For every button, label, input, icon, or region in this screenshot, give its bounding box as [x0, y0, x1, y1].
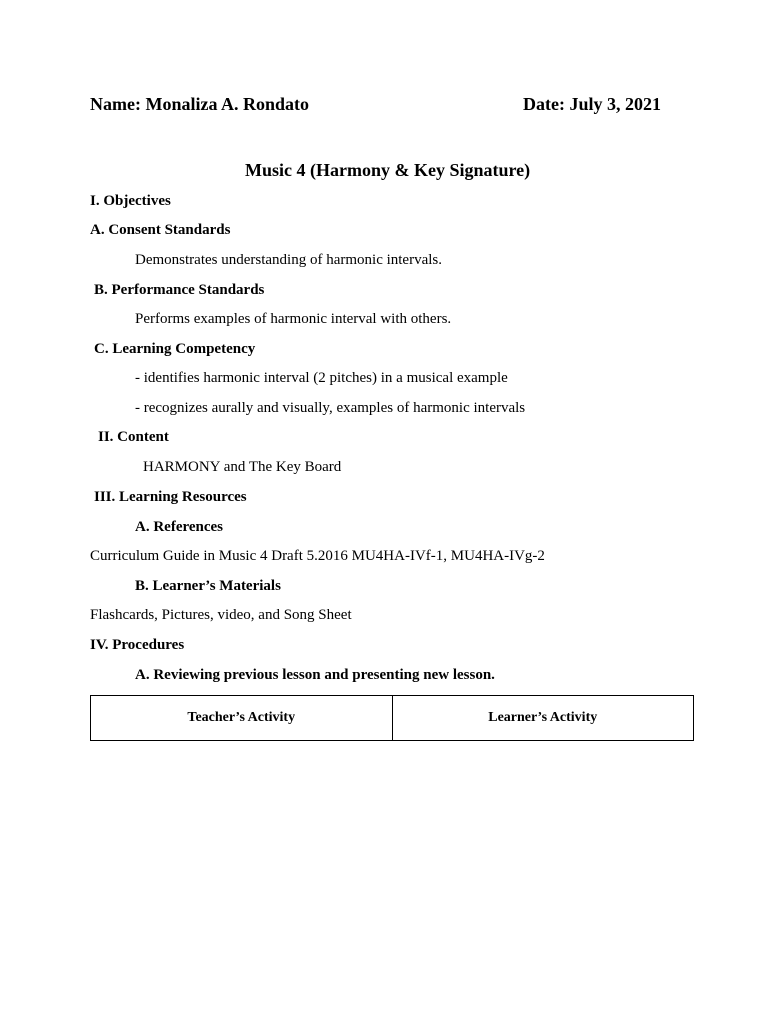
- performance-standards-text: Performs examples of harmonic interval with others.: [135, 311, 452, 327]
- procedure-step-a: A. Reviewing previous lesson and presenting new lesson.: [135, 667, 495, 683]
- student-name: Name: Monaliza A. Rondato: [90, 94, 309, 114]
- activity-table: [90, 695, 694, 741]
- learners-materials-heading: B. Learner’s Materials: [135, 578, 281, 594]
- teacher-activity-header: Teacher’s Activity: [91, 696, 393, 741]
- learning-competency-heading: C. Learning Competency: [94, 341, 256, 357]
- learner-activity-header: Learner’s Activity: [392, 696, 694, 741]
- references-heading: A. References: [135, 519, 224, 535]
- content-text: HARMONY and The Key Board: [143, 459, 342, 475]
- competency-item: - identifies harmonic interval (2 pitches) in a musical example: [135, 370, 508, 386]
- performance-standards-heading: B. Performance Standards: [94, 282, 265, 298]
- content-heading: II. Content: [98, 429, 169, 445]
- competency-item: - recognizes aurally and visually, examples of harmonic intervals: [135, 400, 526, 416]
- learners-materials-text: Flashcards, Pictures, video, and Song Sheet: [90, 607, 352, 623]
- lesson-date: Date: July 3, 2021: [523, 94, 661, 114]
- objectives-heading: I. Objectives: [90, 193, 171, 209]
- table-header-row: [91, 696, 694, 741]
- references-text: Curriculum Guide in Music 4 Draft 5.2016 MU4HA-IVf-1, MU4HA-IVg-2: [90, 548, 545, 564]
- lesson-title: Music 4 (Harmony & Key Signature): [245, 160, 531, 180]
- content-standards-heading: A. Consent Standards: [90, 222, 231, 238]
- content-standards-text: Demonstrates understanding of harmonic intervals.: [135, 252, 443, 268]
- procedures-heading: IV. Procedures: [90, 637, 185, 653]
- learning-resources-heading: III. Learning Resources: [94, 489, 247, 505]
